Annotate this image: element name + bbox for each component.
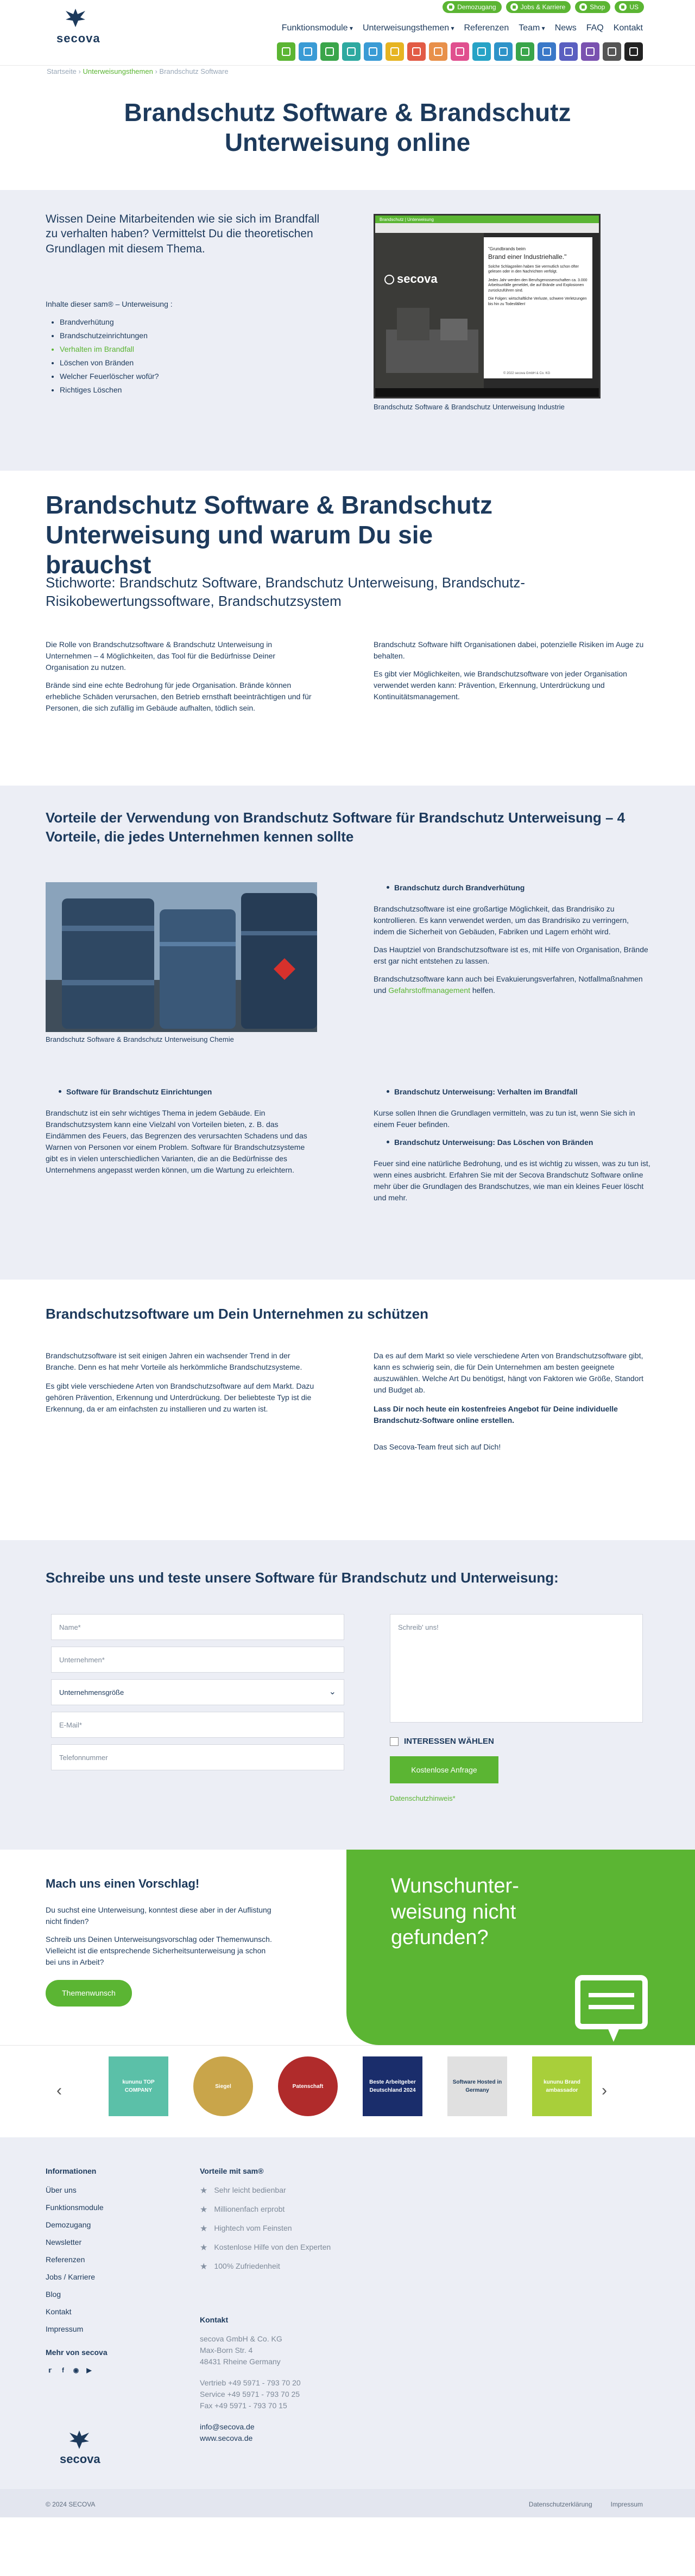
eagle-logo-icon	[64, 8, 87, 28]
nav-team[interactable]: Team ▾	[519, 22, 545, 35]
chevron-down-icon: ⌄	[328, 1687, 336, 1697]
breadcrumb-divider	[0, 65, 695, 66]
company-city: 48431 Rheine Germany	[200, 2357, 281, 2366]
company-field[interactable]: Unternehmen*	[51, 1647, 344, 1673]
topic-icon-row	[277, 42, 643, 61]
protect-text-left	[46, 1350, 317, 1422]
benefit-title: Brandschutz Unterweisung: Verhalten im Brandfall	[374, 1086, 650, 1098]
building-icon[interactable]	[603, 42, 621, 61]
breadcrumb-home[interactable]: Startseite	[47, 67, 77, 75]
benefit-paragraph: Das Hauptziel von Brandschutzsoftware ist es, mit Hilfe von Organisation, Brände erst gar nicht entstehen zu lassen.	[374, 945, 648, 965]
star-icon: ★	[200, 2186, 208, 2195]
icon-glyph	[304, 47, 312, 56]
logo-wordmark: secova	[56, 31, 100, 45]
feature-item	[200, 2185, 352, 2198]
table-of-contents	[46, 299, 173, 398]
protect-title: Brandschutzsoftware um Dein Unternehmen zu schützen	[46, 1306, 428, 1322]
flag-icon	[619, 3, 627, 11]
hazardous-substances-link[interactable]: Gefahrstoffmanagement	[388, 986, 470, 995]
grid-icon[interactable]	[516, 42, 534, 61]
site-header	[0, 0, 695, 65]
protect-cta: Lass Dir noch heute ein kostenfreies Angebot für Deine individuelle Brandschutz-Software online erstellen.	[374, 1404, 618, 1425]
toc-item[interactable]: • Löschen von Bränden	[60, 357, 173, 369]
topic-request-button[interactable]: Themenwunsch	[46, 1980, 132, 2007]
leaf-icon[interactable]	[277, 42, 295, 61]
toc-item[interactable]: • Richtiges Löschen	[60, 384, 173, 396]
youtube-icon[interactable]: ▶	[86, 2366, 92, 2374]
email-link[interactable]: info@secova.de	[200, 2422, 255, 2431]
benefit-fire-equipment	[46, 1086, 317, 1182]
language-label: US	[629, 3, 639, 11]
footer-contact-title: Kontakt	[200, 2315, 229, 2324]
barrels-graphic	[46, 882, 317, 1032]
benefit-paragraph: Brandschutz ist ein sehr wichtiges Thema in jedem Gebäude. Ein Brandschutzsystem kann eine Vielzahl von Vorteilen bieten, z. B. das Eindämmen des Feuers, das Begrenzen des verursachten Schadens und das Warnen von Personen vor einem Problem. Software für Brandschutzsysteme gibt es in vielen unterschiedlichen Varianten, die an die Bedürfnisse des Unternehmens angepasst werden können, um die Wartung zu erleichtern.	[46, 1109, 307, 1174]
nav-referenzen[interactable]: Referenzen	[464, 23, 509, 33]
service-phone[interactable]: Service +49 5971 - 793 70 25	[200, 2390, 300, 2398]
suggestion-paragraph: Schreib uns Deinen Unterweisungsvorschlag oder Themenwunsch. Vielleicht ist die entsprechende Sicherheitsunterweisung ja schon bei uns in Arbeit?	[46, 1935, 272, 1966]
suggestion-section	[0, 1850, 695, 2045]
chemical-barrels-image	[46, 882, 317, 1032]
benefit-title: Brandschutz Unterweisung: Das Löschen von Bränden	[374, 1137, 650, 1148]
feature-label: Hightech vom Feinsten	[214, 2224, 292, 2232]
why-paragraph: Die Rolle von Brandschutzsoftware & Brandschutz Unterweisung in Unternehmen – 4 Möglichkeiten, das Tool für die Bedürfnisse Deiner Organisation zu nutzen.	[46, 640, 276, 672]
award-badge	[532, 2056, 592, 2116]
website-link[interactable]: www.secova.de	[200, 2434, 253, 2442]
star-icon: ★	[200, 2243, 208, 2252]
briefcase-icon	[510, 3, 518, 11]
image-caption: Brandschutz Software & Brandschutz Unterweisung Industrie	[374, 403, 565, 411]
footer-contact	[200, 2314, 352, 2444]
screenshot-heading-small: "Grundbrands beim	[488, 246, 526, 251]
message-textarea[interactable]: Schreib' uns!	[390, 1614, 643, 1723]
nav-faq[interactable]: FAQ	[586, 23, 604, 33]
benefits-section	[0, 786, 695, 1280]
why-paragraph: Brandschutz Software hilft Organisationen dabei, potenzielle Risiken im Auge zu behalten.	[374, 640, 644, 660]
nav-funktionsmodule[interactable]: Funktionsmodule ▾	[282, 22, 353, 35]
footer-link[interactable]: Über uns	[46, 2186, 77, 2194]
breadcrumb-current: Brandschutz Software	[159, 67, 229, 75]
diamond-icon[interactable]	[538, 42, 556, 61]
icon-glyph	[456, 47, 464, 56]
benefit-text: Brandschutzsoftware kann auch bei Evakuierungsverfahren, Notfallmaßnahmen und	[374, 974, 643, 995]
contact-form-section	[0, 1540, 695, 1850]
toc-item[interactable]: • Brandverhütung	[60, 317, 173, 328]
privacy-link[interactable]: Datenschutzhinweis*	[390, 1794, 456, 1802]
top-buttons	[443, 1, 644, 13]
hero	[0, 65, 695, 190]
shop-label: Shop	[590, 3, 605, 11]
benefit-paragraph: Feuer sind eine natürliche Bedrohung, und es ist wichtig zu wissen, was zu tun ist, wenn eines ausbricht. Erfahren Sie mit der Secova Brandschutz Software online mehr über die Grundlagen des Brandschutzes, wie man ein kleines Feuer löscht und mehr.	[374, 1159, 650, 1202]
copyright: © 2024 SECOVA	[46, 2501, 96, 2508]
icon-glyph	[325, 47, 334, 56]
suggestion-title: Mach uns einen Vorschlag!	[46, 1877, 200, 1890]
people-icon[interactable]	[299, 42, 317, 61]
icon-glyph	[390, 47, 399, 56]
demo-label: Demozugang	[457, 3, 496, 11]
footer-info-column	[46, 2166, 154, 2375]
breadcrumb-separator: ›	[153, 67, 160, 75]
feature-label: Kostenlose Hilfe von den Experten	[214, 2243, 331, 2251]
icon-glyph	[564, 47, 573, 56]
footer-info-title: Informationen	[46, 2167, 97, 2175]
award-badge-label: kununu TOP COMPANY	[122, 2079, 155, 2093]
imprint-link[interactable]: Impressum	[610, 2501, 643, 2508]
suggestion-paragraph: Du suchst eine Unterweisung, konntest diese aber in der Auflistung nicht finden?	[46, 1906, 271, 1926]
award-badge-label: kununu Brand ambassador	[544, 2079, 580, 2093]
award-badge-label: Beste Arbeitgeber Deutschland 2024	[369, 2079, 416, 2093]
intro-question: Wissen Deine Mitarbeitenden wie sie sich im Brandfall zu verhalten haben? Vermittelst Du die theoretischen Grundlagen mit diesem Thema.	[46, 213, 320, 255]
phone-field[interactable]: Telefonnummer	[51, 1744, 344, 1770]
feature-item	[200, 2261, 352, 2274]
benefit-paragraph	[374, 973, 650, 996]
why-text-left	[46, 639, 317, 720]
name-field[interactable]: Name*	[51, 1614, 344, 1640]
fax-number: Fax +49 5971 - 793 70 15	[200, 2401, 287, 2410]
carousel-next-icon[interactable]: ›	[602, 2081, 607, 2099]
twitter-icon[interactable]: 𝕣	[48, 2366, 52, 2374]
company-street: Max-Born Str. 4	[200, 2346, 253, 2355]
benefit-fire-prevention	[374, 882, 650, 1003]
footer-bottom-bar	[0, 2489, 695, 2517]
jobs-button[interactable]	[506, 1, 571, 13]
page-title: Brandschutz Software & Brandschutz Unterweisung online	[124, 98, 571, 156]
toc-title: Inhalte dieser sam® – Unterweisung :	[46, 300, 173, 308]
lightbulb-icon[interactable]	[386, 42, 404, 61]
why-title: Brandschutz Software & Brandschutz Unterweisung und warum Du sie brauchst	[46, 491, 492, 579]
instagram-icon[interactable]: ◉	[73, 2366, 79, 2374]
footer-link[interactable]: Kontakt	[46, 2307, 72, 2316]
shield-icon[interactable]	[472, 42, 491, 61]
icon-glyph	[586, 47, 595, 56]
email-field[interactable]: E-Mail*	[51, 1712, 344, 1738]
lock-icon[interactable]	[581, 42, 599, 61]
feature-item	[200, 2204, 352, 2217]
protect-section	[0, 1280, 695, 1540]
award-badge-label: Patenschaft	[292, 2083, 324, 2090]
icon-glyph	[477, 47, 486, 56]
legal-links	[529, 2499, 643, 2509]
toc-list	[46, 317, 173, 396]
benefit-title: Brandschutz durch Brandverhütung	[374, 882, 650, 894]
footer-info-links	[46, 2185, 154, 2335]
image-caption: Brandschutz Software & Brandschutz Unterweisung Chemie	[46, 1035, 234, 1043]
icon-glyph	[629, 47, 638, 56]
why-text-right	[374, 639, 650, 709]
star-icon: ★	[200, 2224, 208, 2233]
form-title: Schreibe uns und teste unsere Software für Brandschutz und Unterweisung:	[46, 1569, 559, 1586]
intro-section	[0, 190, 695, 471]
screenshot-logo: secova	[397, 272, 438, 286]
benefit-title: Software für Brandschutz Einrichtungen	[46, 1086, 317, 1098]
checkbox-box[interactable]	[390, 1737, 399, 1746]
shop-button[interactable]	[575, 1, 610, 13]
benefits-title: Vorteile der Verwendung von Brandschutz Software für Brandschutz Unterweisung – 4 Vorteile, die jedes Unternehmen kennen sollte	[46, 809, 626, 845]
company-size-label: Unternehmensgröße	[59, 1688, 124, 1697]
suggestion-panel	[346, 1850, 695, 2045]
cart-icon	[579, 3, 587, 11]
icon-glyph	[542, 47, 551, 56]
award-badge	[109, 2056, 168, 2116]
icon-glyph	[608, 47, 616, 56]
flask-icon[interactable]	[429, 42, 447, 61]
main-nav	[282, 22, 643, 35]
demo-icon	[447, 3, 454, 11]
truck-icon[interactable]	[364, 42, 382, 61]
toc-item[interactable]: • Verhalten im Brandfall	[60, 344, 173, 355]
award-badge-label: Siegel	[215, 2083, 231, 2090]
footer-features-title: Vorteile mit sam®	[200, 2167, 264, 2175]
company-size-select[interactable]	[51, 1679, 344, 1705]
footer-link[interactable]: Jobs / Karriere	[46, 2273, 96, 2281]
sales-phone[interactable]: Vertrieb +49 5971 - 793 70 20	[200, 2378, 301, 2387]
footer-link[interactable]: Referenzen	[46, 2255, 85, 2264]
award-badge	[193, 2056, 253, 2116]
breadcrumb-separator: ›	[76, 67, 83, 75]
awards-section	[0, 2045, 695, 2137]
phone-icon[interactable]	[320, 42, 339, 61]
screenshot-window-title: Brandschutz | Unterweisung	[380, 217, 434, 222]
site-footer	[0, 2137, 695, 2517]
protect-paragraph: Es gibt viele verschiedene Arten von Brandschutzsoftware auf dem Markt. Dazu gehören Prävention, Erkennung und Unterdrückung. Der beliebteste Typ ist die Erkennung, da er am einfachsten zu installieren und zu warten ist.	[46, 1382, 314, 1413]
heart-icon[interactable]	[451, 42, 469, 61]
why-paragraph: Brände sind eine echte Bedrohung für jede Organisation. Brände können erhebliche Schäden verursachen, den Betrieb ernsthaft beeinträchtigen und für Personen, die sich zufällig im Gebäude aufhalten, tödlich sein.	[46, 681, 312, 712]
breadcrumb-topics[interactable]: Unterweisungsthemen	[83, 67, 153, 75]
icon-glyph	[282, 47, 290, 56]
icon-glyph	[369, 47, 377, 56]
protect-paragraph: Da es auf dem Markt so viele verschiedene Arten von Brandschutzsoftware gibt, kann es schwierig sein, die für Dein Unternehmen am besten geeignete auszuwählen. Welche Art Du benötigst, hängt von Faktoren wie Größe, Standort und Budget ab.	[374, 1351, 644, 1394]
language-button[interactable]	[615, 1, 644, 13]
footer-more-title: Mehr von secova	[46, 2348, 108, 2357]
icon-glyph	[434, 47, 443, 56]
footer-link[interactable]: Demozugang	[46, 2220, 91, 2229]
nav-unterweisungsthemen[interactable]: Unterweisungsthemen ▾	[363, 22, 454, 35]
logo-wordmark: secova	[60, 2452, 100, 2466]
footer-link[interactable]: Blog	[46, 2290, 61, 2299]
screenshot-body-1: Solche Schlagzeilen haben Sie vermutlich schon öfter gelesen oder in den Nachrichten verfolgt.	[488, 265, 579, 274]
award-badge	[363, 2056, 422, 2116]
facebook-icon[interactable]: f	[62, 2366, 64, 2374]
benefit-paragraph: Brandschutzsoftware ist eine großartige Möglichkeit, das Brandrisiko zu kontrollieren. Es kann verwendet werden, um das Brandrisiko zu verringern, indem die Sicherheit von Gebäuden, Fabriken und Lagern erhöht wird.	[374, 904, 629, 936]
carousel-prev-icon[interactable]: ‹	[56, 2081, 62, 2099]
footer-features-list	[200, 2185, 352, 2274]
suggestion-panel-text: Wunschunter-weisung nicht gefunden?	[391, 1875, 519, 1949]
protect-text-right	[374, 1350, 650, 1460]
nav-kontakt[interactable]: Kontakt	[613, 23, 643, 33]
fire-icon[interactable]	[407, 42, 426, 61]
privacy-policy-link[interactable]: Datenschutzerklärung	[528, 2501, 592, 2508]
feature-label: Millionenfach erprobt	[214, 2205, 285, 2213]
why-paragraph: Es gibt vier Möglichkeiten, wie Brandschutzsoftware von jeder Organisation verwendet werden kann: Prävention, Erkennung, Unterdrückung und Kontinuitätsmanagement.	[374, 669, 627, 701]
keywords: Stichworte: Brandschutz Software, Brandschutz Unterweisung, Brandschutz-Risikobewertungssoftware, Brandschutzsystem	[46, 574, 525, 609]
benefit-text: helfen.	[470, 986, 495, 995]
icon-glyph	[347, 47, 356, 56]
icon-glyph	[499, 47, 508, 56]
course-screenshot-graphic	[375, 216, 599, 397]
demo-button[interactable]	[443, 1, 501, 13]
suggestion-text	[46, 1875, 274, 2007]
award-badge-label: Software Hosted in Germany	[452, 2079, 502, 2093]
breadcrumb	[47, 66, 229, 77]
protect-paragraph: Das Secova-Team freut sich auf Dich!	[374, 1442, 501, 1451]
feature-label: 100% Zufriedenheit	[214, 2262, 280, 2270]
jobs-label: Jobs & Karriere	[520, 3, 566, 11]
award-badges	[109, 2056, 592, 2116]
footer-link[interactable]: Funktionsmodule	[46, 2203, 104, 2212]
toc-item[interactable]: • Brandschutzeinrichtungen	[60, 330, 173, 341]
benefit-behaviour	[374, 1086, 650, 1210]
footer-logo[interactable]	[60, 2429, 99, 2465]
star-icon: ★	[200, 2262, 208, 2271]
footer-link[interactable]: Newsletter	[46, 2238, 82, 2246]
monitor-icon[interactable]	[342, 42, 361, 61]
feature-item	[200, 2223, 352, 2236]
company-name: secova GmbH & Co. KG	[200, 2334, 282, 2343]
award-badge	[447, 2056, 507, 2116]
social-links	[46, 2366, 154, 2375]
star-icon: ★	[200, 2205, 208, 2214]
why-section	[0, 471, 695, 786]
site-logo[interactable]	[56, 8, 100, 45]
footer-features-column	[200, 2166, 352, 2280]
screenshot-body-3: Die Folgen: wirtschaftliche Verluste, schwere Verletzungen bis hin zu Todesfällen!	[488, 297, 587, 306]
icon-glyph	[412, 47, 421, 56]
paragraph-icon[interactable]	[624, 42, 643, 61]
bell-icon[interactable]	[559, 42, 578, 61]
screenshot-copyright: © 2022 secova GmbH & Co. KG	[503, 372, 551, 375]
speech-bubble-icon	[574, 1974, 650, 2044]
interests-checkbox[interactable]	[390, 1736, 494, 1748]
benefit-paragraph: Kurse sollen Ihnen die Grundlagen vermitteln, was zu tun ist, wenn Sie sich in einem Feuer befinden.	[374, 1109, 635, 1129]
feature-label: Sehr leicht bedienbar	[214, 2186, 286, 2194]
nav-news[interactable]: News	[554, 23, 577, 33]
icon-glyph	[521, 47, 529, 56]
screenshot-body-2: Jedes Jahr werden den Berufsgenossenschaften ca. 3.000 Arbeitsunfälle gemeldet, die auf Brände und Explosionen zurückzuführen sind.	[488, 278, 587, 293]
footer-link[interactable]: Impressum	[46, 2325, 84, 2333]
eagle-logo-icon	[67, 2429, 91, 2450]
screenshot-heading-big: Brand einer Industriehalle."	[488, 253, 567, 261]
course-screenshot[interactable]	[374, 214, 601, 398]
toc-item[interactable]: • Welcher Feuerlöscher wofür?	[60, 371, 173, 382]
interests-label: INTERESSEN WÄHLEN	[404, 1737, 494, 1746]
chat-icon[interactable]	[494, 42, 513, 61]
feature-item	[200, 2242, 352, 2255]
award-badge	[278, 2056, 338, 2116]
protect-paragraph: Brandschutzsoftware ist seit einigen Jahren ein wachsender Trend in der Branche. Denn es hat mehr Vorteile als herkömmliche Brandschutzsysteme.	[46, 1351, 302, 1371]
submit-button[interactable]: Kostenlose Anfrage	[390, 1756, 498, 1783]
